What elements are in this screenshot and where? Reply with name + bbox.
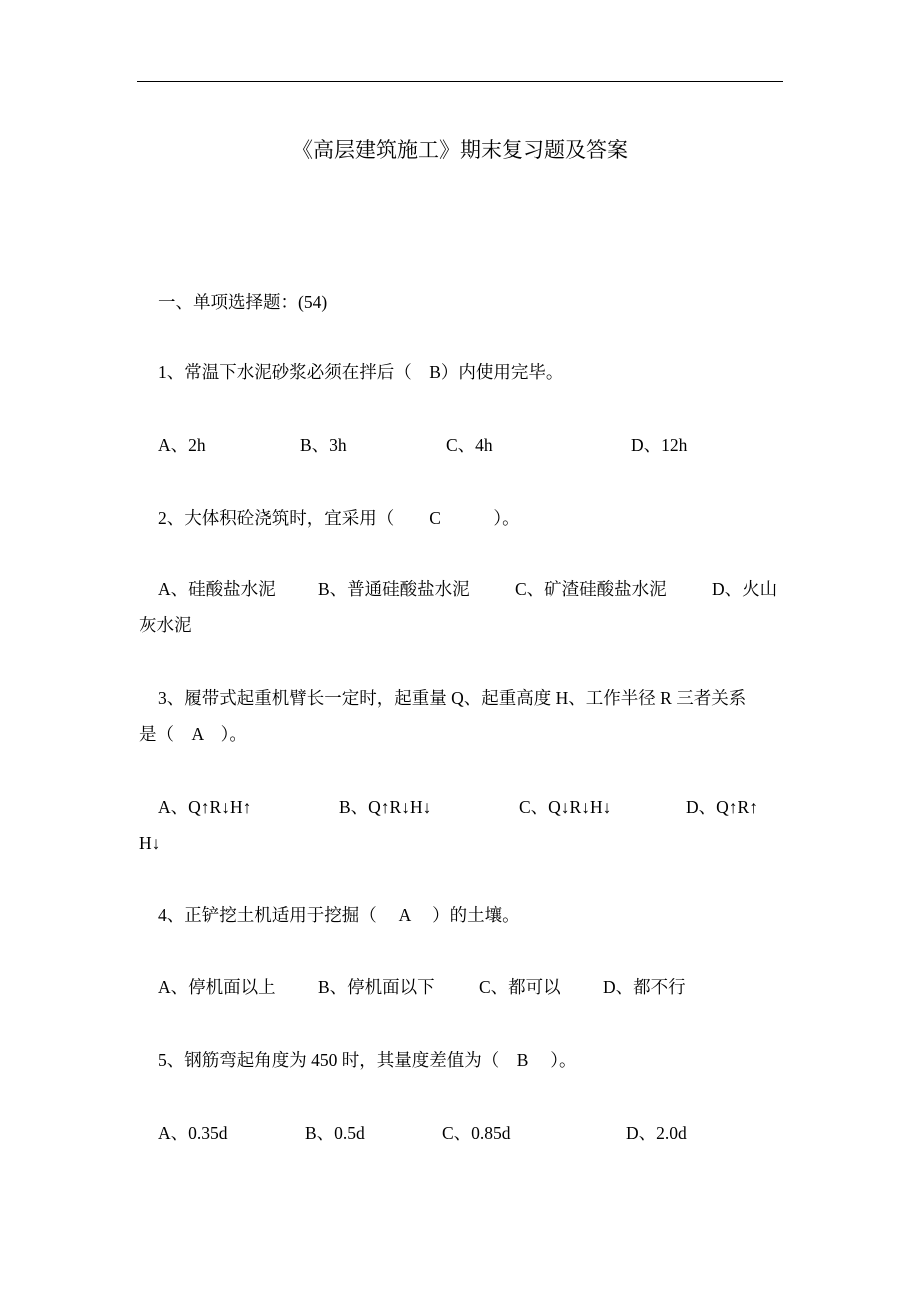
question-1-option-a: A、2h — [158, 435, 206, 455]
question-1-option-d: D、12h — [631, 435, 688, 455]
question-4-stem: 4、正铲挖土机适用于挖掘（ A ）的土壤。 — [158, 905, 520, 925]
question-5-option-c: C、0.85d — [442, 1123, 511, 1143]
question-4-option-b: B、停机面以下 — [318, 977, 435, 997]
question-5-option-b: B、0.5d — [305, 1123, 365, 1143]
header-rule — [137, 81, 783, 82]
question-3-stem-continuation: 是（ A ）。 — [139, 724, 247, 744]
question-4-option-a: A、停机面以上 — [158, 977, 276, 997]
question-1-stem: 1、常温下水泥砂浆必须在拌后（ B）内使用完毕。 — [158, 362, 564, 382]
question-2-option-d-continuation: 灰水泥 — [139, 615, 192, 635]
question-2-option-b: B、普通硅酸盐水泥 — [318, 579, 470, 599]
question-5-option-d: D、2.0d — [626, 1123, 687, 1143]
question-2-option-c: C、矿渣硅酸盐水泥 — [515, 579, 667, 599]
question-1-option-b: B、3h — [300, 435, 347, 455]
question-4-option-d: D、都不行 — [603, 977, 686, 997]
question-5-option-a: A、0.35d — [158, 1123, 228, 1143]
question-5-stem: 5、钢筋弯起角度为 450 时，其量度差值为（ B ）。 — [158, 1050, 577, 1070]
question-4-option-c: C、都可以 — [479, 977, 561, 997]
question-2-option-d: D、火山 — [712, 579, 778, 599]
question-3-option-b: B、Q↑R↓H↓ — [339, 797, 432, 817]
question-3-option-d-continuation: H↓ — [139, 833, 161, 853]
question-3-option-c: C、Q↓R↓H↓ — [519, 797, 612, 817]
question-2-stem: 2、大体积砼浇筑时，宜采用（ C ）。 — [158, 508, 520, 528]
question-3-option-a: A、Q↑R↓H↑ — [158, 797, 252, 817]
question-2-option-a: A、硅酸盐水泥 — [158, 579, 276, 599]
section-heading: 一、单项选择题：(54) — [158, 292, 328, 312]
question-3-option-d: D、Q↑R↑ — [686, 797, 758, 817]
question-3-stem: 3、履带式起重机臂长一定时，起重量 Q、起重高度 H、工作半径 R 三者关系 — [158, 688, 747, 708]
question-1-option-c: C、4h — [446, 435, 493, 455]
document-title: 《高层建筑施工》期末复习题及答案 — [292, 138, 628, 162]
